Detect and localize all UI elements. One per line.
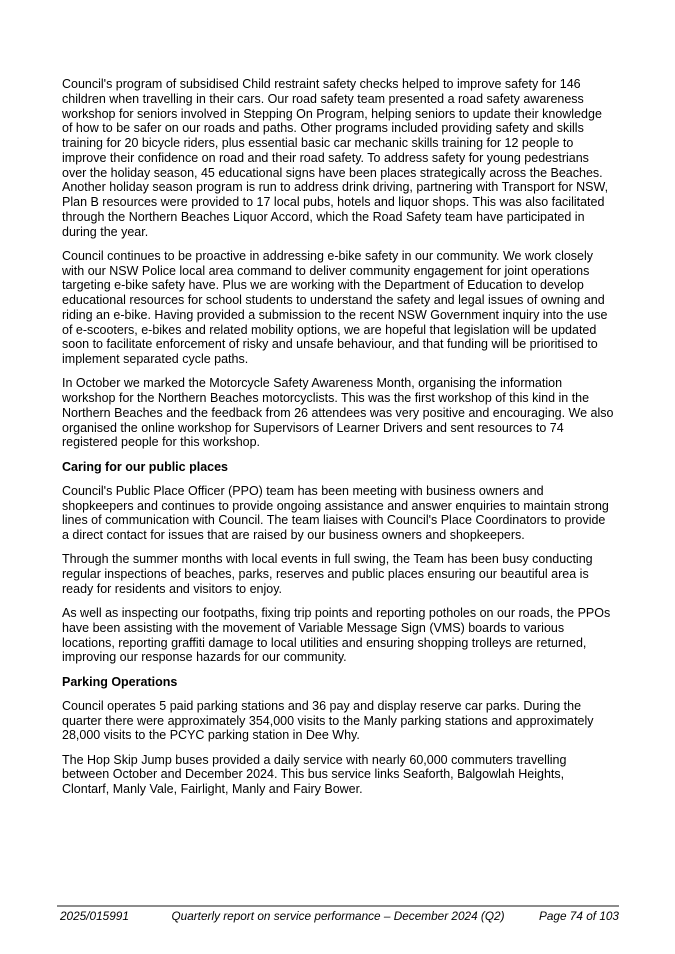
paragraph-road-safety-program: Council's program of subsidised Child restraint safety checks helped to improve safety for 146 children when travelling in their cars. Our road safety team presented a road safety awareness workshop for seniors involved in Stepping On Program, helping seniors to update their knowledge of how to be safer on our roads and paths. Other programs included providing safety and skills training for 20 bicycle riders, plus essential basic car mechanic skills training for 12 people to improve their confidence on road and their road safety. To address safety for young pedestrians over the holiday season, 45 educational signs have been places strategically across the Beaches. Another holiday season program is run to address drink driving, partnering with Transport for NSW, Plan B resources were provided to 17 local pubs, hotels and liquor shops. This was also facilitated through the Northern Beaches Liquor Accord, which the Road Safety team have participated in during the year. <box>62 77 609 239</box>
paragraph-summer-inspections: Through the summer months with local events in full swing, the Team has been busy conducting regular inspections of beaches, parks, reserves and public places ensuring our beautiful area is ready for residents and visitors to enjoy. <box>62 552 593 596</box>
footer-divider <box>57 905 619 907</box>
footer-page-number: Page 74 of 103 <box>538 909 619 923</box>
paragraph-parking-stations: Council operates 5 paid parking stations and 36 pay and display reserve car parks. During the quarter there were approximately 354,000 visits to the Manly parking stations and approximately 28,000 visits to the PCYC parking station in Dee Why. <box>62 698 594 743</box>
paragraph-footpaths-vms: As well as inspecting our footpaths, fixing trip points and reporting potholes on our roads, the PPOs have been assisting with the movement of Variable Message Sign (VMS) boards to various locations, reporting graffiti damage to local utilities and ensuring shopping trolleys are returned, improving our response hazards for our community. <box>62 606 611 665</box>
footer-doc-number: 2025/015991 <box>60 909 129 923</box>
document-body <box>62 77 614 806</box>
paragraph-ebike-safety: Council continues to be proactive in addressing e-bike safety in our community. We work closely with our NSW Police local area command to deliver community engagement for joint operations targeting e-bike safety have. Plus we are working with the Department of Education to develop educational resources for school students to understand the safety and legal issues of owning and riding an e-bike. Having provided a submission to the recent NSW Government inquiry into the use of e-scooters, e-bikes and related mobility options, we are hopeful that legislation will be updated soon to facilitate enforcement of risky and unsafe behaviour, and that funding will be prioritised to implement separated cycle paths. <box>62 248 608 366</box>
paragraph-ppo-team: Council's Public Place Officer (PPO) team has been meeting with business owners and shopkeepers and continues to provide ongoing assistance and answer enquiries to maintain strong lines of communication with Council. The team liaises with Council's Place Coordinators to provide a direct contact for issues that are raised by our business owners and shopkeepers. <box>62 483 609 542</box>
footer-report-title: Quarterly report on service performance – December 2024 (Q2) <box>171 909 505 923</box>
section-heading-public-places: Caring for our public places <box>62 459 228 474</box>
paragraph-motorcycle-awareness: In October we marked the Motorcycle Safety Awareness Month, organising the information workshop for the Northern Beaches motorcyclists. This was the first workshop of this kind in the Northern Beaches and the feedback from 26 attendees was very positive and encouraging. We also organised the online workshop for Supervisors of Learner Drivers and sent resources to 74 registered people for this workshop. <box>62 376 614 450</box>
page-footer <box>57 909 619 925</box>
section-heading-parking-operations: Parking Operations <box>62 674 178 689</box>
paragraph-hop-skip-jump-buses: The Hop Skip Jump buses provided a daily service with nearly 60,000 commuters travelling between October and December 2024. This bus service links Seaforth, Balgowlah Heights, Clontarf, Manly Vale, Fairlight, Manly and Fairy Bower. <box>62 752 567 796</box>
